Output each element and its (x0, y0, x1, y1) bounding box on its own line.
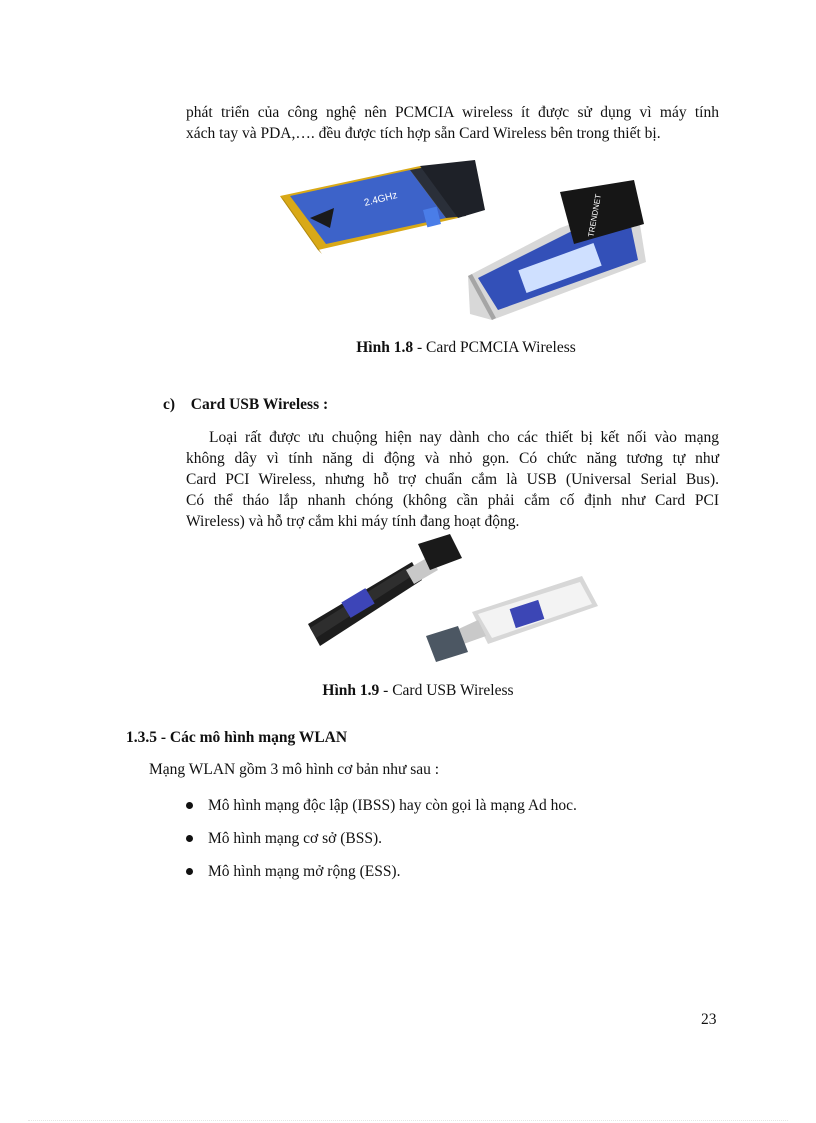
intro-paragraph (186, 102, 719, 144)
bullet-icon (186, 835, 193, 842)
intro-line: phát triển của công nghệ nên PCMCIA wireless ít được sử dụng vì máy tính (186, 104, 719, 121)
usb-adapters-illustration (302, 532, 602, 664)
bullet-icon (186, 868, 193, 875)
svg-text:2.4GHz: 2.4GHz (363, 190, 399, 209)
trendnet-brand: TRENDNET (586, 193, 603, 238)
bullet-text: Mô hình mạng độc lập (IBSS) hay còn gọi là mạng Ad hoc. (208, 797, 577, 814)
section-135-intro: Mạng WLAN gồm 3 mô hình cơ bản như sau : (149, 761, 440, 778)
bullet-text: Mô hình mạng mở rộng (ESS). (208, 863, 401, 880)
intro-line: xách tay và PDA,…. đều được tích hợp sẵn Card Wireless bên trong thiết bị. (186, 125, 661, 142)
figure-pcmcia-image (270, 158, 650, 320)
pcmcia-cards-illustration (270, 158, 650, 320)
para-line: Card PCI Wireless, nhưng hỗ trợ chuẩn cắm là USB (Universal Serial Bus). (186, 471, 719, 488)
bullet-text: Mô hình mạng cơ sở (BSS). (208, 830, 382, 847)
caption-number: Hình 1.9 (322, 682, 380, 699)
pcmcia-card-left (280, 160, 485, 254)
page-bottom-divider (28, 1120, 788, 1121)
usb-stick-white (426, 576, 598, 662)
bullet-item (186, 797, 577, 815)
para-line: Có thể tháo lắp nhanh chóng (không cần phải cắm cố định như Card PCI (186, 492, 719, 509)
para-line: không dây vì tính năng di động và nhỏ gọn. Có chức năng tương tự như (186, 450, 719, 467)
section-135-heading: 1.3.5 - Các mô hình mạng WLAN (126, 729, 348, 746)
pcmcia-card-right (468, 180, 646, 320)
section-marker: c) (163, 396, 176, 413)
figure-caption-1-9 (10, 682, 816, 700)
section-c-paragraph (186, 427, 719, 532)
figure-caption-1-8 (58, 339, 816, 357)
para-line-text: Loại rất được ưu chuộng hiện nay dành cho các thiết bị kết nối vào mạng (209, 429, 719, 446)
caption-text: - Card PCMCIA Wireless (413, 339, 576, 356)
usb-stick-black (308, 534, 462, 646)
para-line (186, 427, 719, 448)
bullet-icon (186, 802, 193, 809)
page-number: 23 (701, 1011, 717, 1028)
section-c-heading (163, 396, 328, 414)
section-title: Card USB Wireless : (190, 396, 329, 413)
bullet-item (186, 863, 400, 881)
figure-usb-image (302, 532, 602, 664)
caption-text: - Card USB Wireless (379, 682, 514, 699)
bullet-item (186, 830, 382, 848)
caption-number: Hình 1.8 (356, 339, 414, 356)
para-line: Wireless) và hỗ trợ cắm khi máy tính đang hoạt động. (186, 513, 520, 530)
